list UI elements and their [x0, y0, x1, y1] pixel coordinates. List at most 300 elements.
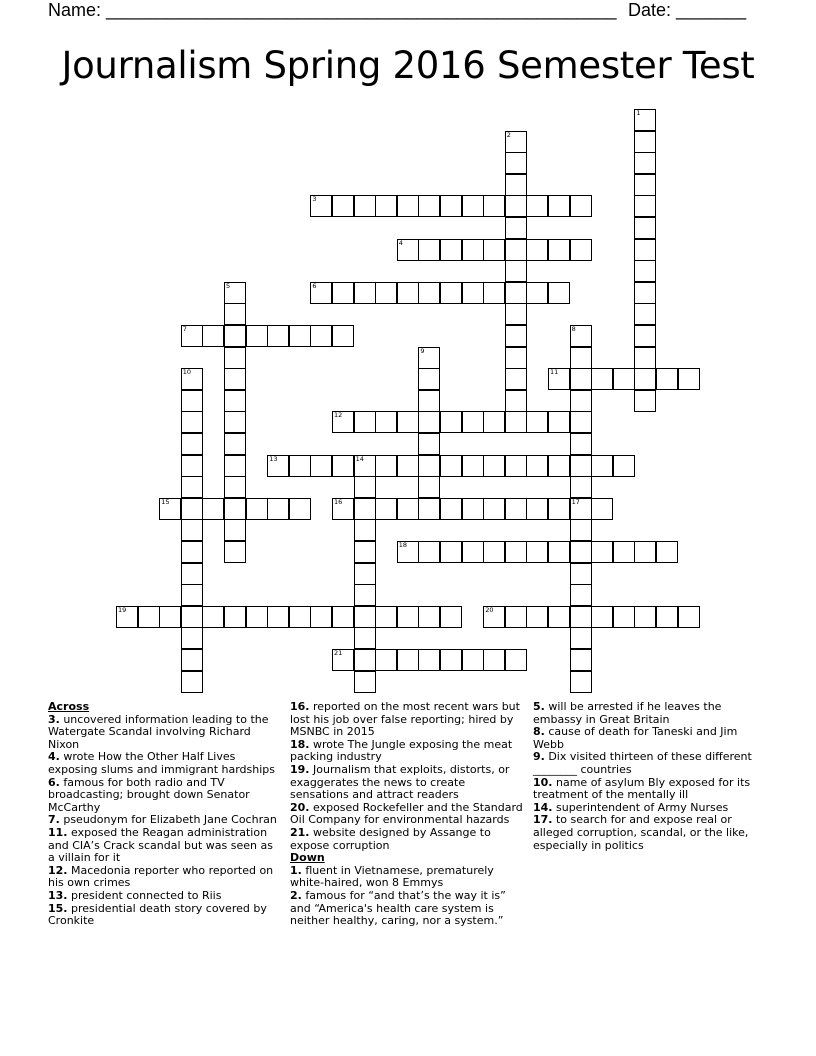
- crossword-cell[interactable]: [483, 455, 505, 477]
- clue-item-number: 8.: [533, 725, 545, 739]
- crossword-cell[interactable]: [634, 239, 656, 261]
- clue-item-text: exposed Rockefeller and the Standard Oil Company for environmental hazards: [290, 800, 523, 827]
- page-title: Journalism Spring 2016 Semester Test: [61, 44, 755, 87]
- crossword-cell[interactable]: [397, 239, 419, 261]
- clue-number: 20: [485, 605, 494, 614]
- crossword-cell[interactable]: [570, 627, 592, 649]
- crossword-cell[interactable]: [570, 239, 592, 261]
- crossword-cell[interactable]: [267, 498, 289, 520]
- crossword-cell[interactable]: [354, 563, 376, 585]
- crossword-cell[interactable]: [354, 411, 376, 433]
- crossword-cell[interactable]: [483, 498, 505, 520]
- crossword-cell[interactable]: [332, 455, 354, 477]
- crossword-cell[interactable]: [159, 606, 181, 628]
- crossword-cell[interactable]: [634, 131, 656, 153]
- crossword-cell[interactable]: [656, 606, 678, 628]
- crossword-cell[interactable]: [310, 282, 332, 304]
- crossword-cell[interactable]: [462, 498, 484, 520]
- crossword-cell[interactable]: [418, 433, 440, 455]
- clue-item-number: 11.: [48, 825, 68, 839]
- crossword-cell[interactable]: [224, 368, 246, 390]
- crossword-cell[interactable]: [224, 390, 246, 412]
- crossword-cell[interactable]: [440, 195, 462, 217]
- clue-number: 14: [355, 454, 364, 463]
- crossword-cell[interactable]: [202, 498, 224, 520]
- clue-item-number: 10.: [533, 775, 553, 789]
- clue-item: [290, 764, 524, 802]
- crossword-cell[interactable]: [418, 606, 440, 628]
- crossword-cell[interactable]: [570, 649, 592, 671]
- clue-item-text: president connected to Riis: [67, 888, 222, 902]
- crossword-cell[interactable]: [526, 455, 548, 477]
- crossword-cell[interactable]: [440, 411, 462, 433]
- clue-item-text: Macedonia reporter who reported on his own crimes: [48, 863, 274, 890]
- clue-item-text: wrote How the Other Half Lives exposing slums and immigrant hardships: [48, 750, 275, 776]
- crossword-cell[interactable]: [246, 498, 268, 520]
- crossword-cell[interactable]: [440, 498, 462, 520]
- crossword-cell[interactable]: [181, 368, 203, 390]
- clue-number: 9: [420, 346, 425, 355]
- crossword-cell[interactable]: [289, 455, 311, 477]
- crossword-cell[interactable]: [418, 282, 440, 304]
- crossword-cell[interactable]: [267, 325, 289, 347]
- clue-item-text: Dix visited thirteen of these different ________ countries: [533, 750, 752, 776]
- crossword-cell[interactable]: [462, 282, 484, 304]
- crossword-cell[interactable]: [548, 455, 570, 477]
- crossword-cell[interactable]: [634, 390, 656, 412]
- crossword-cell[interactable]: [332, 195, 354, 217]
- crossword-cell[interactable]: [634, 152, 656, 174]
- crossword-cell[interactable]: [332, 282, 354, 304]
- crossword-cell[interactable]: [354, 584, 376, 606]
- clue-item-number: 7.: [48, 813, 60, 827]
- clue-number: 4: [398, 238, 403, 247]
- clue-item-number: 1.: [290, 863, 302, 877]
- crossword-cell[interactable]: [440, 541, 462, 563]
- clue-number: 7: [182, 325, 187, 333]
- crossword-cell[interactable]: [505, 649, 527, 671]
- clue-item-number: 9.: [533, 750, 545, 764]
- crossword-cell[interactable]: [634, 303, 656, 325]
- crossword-cell[interactable]: [505, 131, 527, 153]
- crossword-cell[interactable]: [181, 390, 203, 412]
- clue-section-heading: Across: [48, 700, 90, 713]
- crossword-cell[interactable]: [634, 347, 656, 369]
- clue-item-text: name of asylum Bly exposed for its treatment of the mentally ill: [533, 775, 751, 802]
- crossword-cell[interactable]: [505, 303, 527, 325]
- crossword-cell[interactable]: [181, 433, 203, 455]
- clue-item-number: 21.: [290, 825, 310, 839]
- crossword-cell[interactable]: [224, 303, 246, 325]
- crossword-cell[interactable]: [181, 563, 203, 585]
- clue-item: [290, 739, 524, 764]
- crossword-cell[interactable]: [505, 347, 527, 369]
- crossword-cell[interactable]: [289, 606, 311, 628]
- clue-number: 17: [571, 497, 580, 506]
- crossword-cell[interactable]: [634, 195, 656, 217]
- crossword-cell[interactable]: [224, 606, 246, 628]
- crossword-cell[interactable]: [505, 195, 527, 217]
- crossword-cell[interactable]: [375, 411, 397, 433]
- crossword-cell[interactable]: [570, 325, 592, 347]
- crossword-cell[interactable]: [418, 649, 440, 671]
- clue-number: 3: [312, 195, 317, 204]
- crossword-cell[interactable]: [570, 368, 592, 390]
- crossword-cell[interactable]: [310, 606, 332, 628]
- crossword-cell[interactable]: [181, 606, 203, 628]
- crossword-cell[interactable]: [397, 282, 419, 304]
- clue-item-number: 2.: [290, 888, 302, 902]
- crossword-cell[interactable]: [224, 455, 246, 477]
- clue-item: [48, 827, 280, 865]
- crossword-cell[interactable]: [483, 282, 505, 304]
- clue-number: 11: [550, 368, 559, 377]
- crossword-cell[interactable]: [570, 498, 592, 520]
- crossword-cell[interactable]: [526, 239, 548, 261]
- clue-number: 6: [312, 281, 317, 290]
- crossword-cell[interactable]: [181, 671, 203, 693]
- crossword-cell[interactable]: [634, 109, 656, 131]
- crossword-cell[interactable]: [418, 195, 440, 217]
- clue-item-text: famous for both radio and TV broadcasting; brought down Senator McCarthy: [48, 775, 250, 814]
- clue-number: 5: [226, 281, 231, 290]
- crossword-cell[interactable]: [354, 519, 376, 541]
- crossword-cell[interactable]: [570, 411, 592, 433]
- crossword-cell[interactable]: [505, 411, 527, 433]
- crossword-cell[interactable]: [505, 260, 527, 282]
- crossword-cell[interactable]: [591, 498, 613, 520]
- crossword-cell[interactable]: [181, 325, 203, 347]
- crossword-cell[interactable]: [591, 368, 613, 390]
- crossword-cell[interactable]: [224, 541, 246, 563]
- crossword-cell[interactable]: [505, 368, 527, 390]
- crossword-cell[interactable]: [181, 411, 203, 433]
- crossword-cell[interactable]: [181, 498, 203, 520]
- clues-column-2: [290, 701, 524, 928]
- clue-item-number: 19.: [290, 762, 310, 776]
- clue-number: 18: [398, 541, 408, 549]
- clue-item-number: 17.: [533, 813, 553, 827]
- clue-item: [290, 890, 524, 928]
- clue-item: [48, 714, 280, 752]
- crossword-cell[interactable]: [375, 455, 397, 477]
- clue-item-number: 13.: [48, 888, 68, 902]
- crossword-cell[interactable]: [246, 606, 268, 628]
- crossword-cell[interactable]: [354, 476, 376, 498]
- crossword-cell[interactable]: [483, 649, 505, 671]
- clue-item-text: uncovered information leading to the Watergate Scandal involving Richard Nixon: [48, 712, 269, 751]
- clue-item: [533, 814, 765, 852]
- crossword-cell[interactable]: [526, 498, 548, 520]
- crossword-cell[interactable]: [224, 519, 246, 541]
- clue-item-text: fluent in Vietnamese, prematurely white-haired, won 8 Emmys: [290, 863, 494, 890]
- clue-item: [290, 865, 524, 890]
- crossword-cell[interactable]: [397, 195, 419, 217]
- crossword-cell[interactable]: [462, 411, 484, 433]
- crossword-cell[interactable]: [570, 390, 592, 412]
- crossword-cell[interactable]: [634, 260, 656, 282]
- date-field-line: Date: _______: [628, 0, 747, 20]
- crossword-cell[interactable]: [418, 239, 440, 261]
- crossword-cell[interactable]: [116, 606, 138, 628]
- name-field-line: Name: ___________________________________________________: [48, 0, 617, 20]
- crossword-cell[interactable]: [224, 411, 246, 433]
- crossword-cell[interactable]: [202, 606, 224, 628]
- crossword-cell[interactable]: [570, 606, 592, 628]
- crossword-cell[interactable]: [548, 282, 570, 304]
- clue-item-text: Journalism that exploits, distorts, or exaggerates the news to create sensations and attract readers: [290, 762, 510, 802]
- crossword-cell[interactable]: [570, 195, 592, 217]
- clue-item-text: will be arrested if he leaves the embassy in Great Britain: [533, 700, 722, 726]
- crossword-cell[interactable]: [526, 541, 548, 563]
- crossword-cell[interactable]: [224, 498, 246, 520]
- crossword-cell[interactable]: [483, 411, 505, 433]
- crossword-cell[interactable]: [267, 455, 289, 477]
- crossword-cell[interactable]: [418, 541, 440, 563]
- crossword-cell[interactable]: [418, 368, 440, 390]
- crossword-cell[interactable]: [526, 282, 548, 304]
- crossword-cell[interactable]: [634, 541, 656, 563]
- crossword-cell[interactable]: [570, 476, 592, 498]
- clue-item: [533, 751, 765, 776]
- crossword-cell[interactable]: [505, 325, 527, 347]
- crossword-cell[interactable]: [440, 606, 462, 628]
- clues-column-1: [48, 701, 280, 928]
- clue-item-number: 20.: [290, 800, 310, 814]
- crossword-cell[interactable]: [548, 195, 570, 217]
- clue-item-text: exposed the Reagan administration and CIA’s Crack scandal but was seen as a villain for it: [48, 825, 273, 865]
- crossword-cell[interactable]: [224, 433, 246, 455]
- crossword-cell[interactable]: [570, 519, 592, 541]
- crossword-cell[interactable]: [483, 195, 505, 217]
- crossword-cell[interactable]: [375, 282, 397, 304]
- crossword-cell[interactable]: [354, 671, 376, 693]
- clue-item: [290, 701, 524, 739]
- clue-number: 8: [571, 325, 576, 333]
- crossword-cell[interactable]: [159, 498, 181, 520]
- crossword-cell[interactable]: [181, 476, 203, 498]
- crossword-cell[interactable]: [418, 476, 440, 498]
- crossword-cell[interactable]: [418, 411, 440, 433]
- clue-item-text: wrote The Jungle exposing the meat packing industry: [290, 737, 513, 764]
- clue-number: 13: [269, 454, 278, 463]
- crossword-cell[interactable]: [397, 649, 419, 671]
- crossword-cell[interactable]: [462, 239, 484, 261]
- crossword-cell[interactable]: [634, 606, 656, 628]
- clue-item: [48, 865, 280, 890]
- crossword-cell[interactable]: [375, 606, 397, 628]
- crossword-cell[interactable]: [354, 195, 376, 217]
- crossword-cell[interactable]: [310, 455, 332, 477]
- crossword-cell[interactable]: [634, 174, 656, 196]
- crossword-cell[interactable]: [505, 152, 527, 174]
- crossword-cell[interactable]: [418, 347, 440, 369]
- clue-item-text: pseudonym for Elizabeth Jane Cochran: [59, 813, 277, 827]
- crossword-cell[interactable]: [526, 195, 548, 217]
- crossword-cell[interactable]: [181, 519, 203, 541]
- crossword-cell[interactable]: [397, 541, 419, 563]
- crossword-cell[interactable]: [354, 498, 376, 520]
- crossword-cell[interactable]: [418, 455, 440, 477]
- crossword-cell[interactable]: [397, 455, 419, 477]
- crossword-cell[interactable]: [613, 606, 635, 628]
- crossword-cell[interactable]: [462, 649, 484, 671]
- crossword-cell[interactable]: [354, 455, 376, 477]
- crossword-cell[interactable]: [181, 649, 203, 671]
- crossword-cell[interactable]: [678, 606, 700, 628]
- clue-number: 12: [334, 411, 343, 420]
- crossword-cell[interactable]: [570, 541, 592, 563]
- crossword-cell[interactable]: [354, 606, 376, 628]
- clue-item: [533, 726, 765, 751]
- crossword-cell[interactable]: [181, 584, 203, 606]
- crossword-cell[interactable]: [440, 282, 462, 304]
- crossword-cell[interactable]: [548, 541, 570, 563]
- clue-item: [533, 701, 765, 726]
- crossword-cell[interactable]: [634, 325, 656, 347]
- crossword-cell[interactable]: [526, 606, 548, 628]
- crossword-cell[interactable]: [440, 649, 462, 671]
- clue-item-number: 14.: [533, 800, 553, 814]
- crossword-cell[interactable]: [613, 541, 635, 563]
- clue-item-number: 18.: [290, 737, 310, 751]
- crossword-cell[interactable]: [246, 325, 268, 347]
- crossword-cell[interactable]: [591, 455, 613, 477]
- crossword-cell[interactable]: [505, 498, 527, 520]
- crossword-cell[interactable]: [332, 606, 354, 628]
- crossword-cell[interactable]: [483, 239, 505, 261]
- crossword-cell[interactable]: [397, 498, 419, 520]
- crossword-cell[interactable]: [332, 649, 354, 671]
- clue-number: 10: [182, 368, 192, 377]
- crossword-cell[interactable]: [634, 368, 656, 390]
- crossword-cell[interactable]: [332, 498, 354, 520]
- clue-item-number: 6.: [48, 775, 60, 789]
- clue-item: [290, 802, 524, 827]
- clue-item-number: 3.: [48, 712, 60, 726]
- clue-item-text: cause of death for Taneski and Jim Webb: [533, 725, 738, 751]
- clue-item: [48, 777, 280, 815]
- clue-number: 21: [334, 649, 343, 657]
- crossword-cell[interactable]: [462, 455, 484, 477]
- crossword-cell[interactable]: [224, 325, 246, 347]
- crossword-cell[interactable]: [634, 217, 656, 239]
- crossword-cell[interactable]: [202, 325, 224, 347]
- crossword-cell[interactable]: [354, 282, 376, 304]
- clue-number: 2: [506, 130, 511, 139]
- clues-column-3: [533, 701, 765, 852]
- crossword-cell[interactable]: [656, 541, 678, 563]
- crossword-cell[interactable]: [289, 325, 311, 347]
- crossword-cell[interactable]: [440, 239, 462, 261]
- clue-item-number: 4.: [48, 750, 60, 764]
- crossword-cell[interactable]: [505, 541, 527, 563]
- crossword-cell[interactable]: [397, 411, 419, 433]
- crossword-cell[interactable]: [181, 627, 203, 649]
- crossword-cell[interactable]: [678, 368, 700, 390]
- crossword-cell[interactable]: [224, 476, 246, 498]
- crossword-cell[interactable]: [505, 282, 527, 304]
- crossword-cell[interactable]: [570, 433, 592, 455]
- crossword-cell[interactable]: [375, 649, 397, 671]
- crossword-cell[interactable]: [418, 498, 440, 520]
- crossword-cell[interactable]: [462, 195, 484, 217]
- crossword-cell[interactable]: [613, 368, 635, 390]
- crossword-cell[interactable]: [267, 606, 289, 628]
- crossword-cell[interactable]: [548, 498, 570, 520]
- clue-item: [48, 751, 280, 776]
- crossword-cell[interactable]: [354, 649, 376, 671]
- crossword-cell[interactable]: [375, 498, 397, 520]
- crossword-cell[interactable]: [505, 455, 527, 477]
- clue-item-number: 12.: [48, 863, 68, 877]
- crossword-cell[interactable]: [397, 606, 419, 628]
- crossword-cell[interactable]: [354, 541, 376, 563]
- crossword-cell[interactable]: [462, 541, 484, 563]
- crossword-cell[interactable]: [613, 455, 635, 477]
- crossword-cell[interactable]: [332, 325, 354, 347]
- clue-number: 19: [118, 605, 127, 614]
- crossword-cell[interactable]: [505, 390, 527, 412]
- crossword-cell[interactable]: [310, 195, 332, 217]
- clue-item-text: presidential death story covered by Cronkite: [48, 901, 267, 928]
- clue-item: [290, 827, 524, 852]
- crossword-cell[interactable]: [181, 455, 203, 477]
- clue-number: 15: [161, 497, 170, 506]
- crossword-cell[interactable]: [483, 606, 505, 628]
- crossword-cell[interactable]: [224, 282, 246, 304]
- crossword-cell[interactable]: [332, 411, 354, 433]
- crossword-cell[interactable]: [289, 498, 311, 520]
- crossword-cell[interactable]: [570, 563, 592, 585]
- clue-item-text: superintendent of Army Nurses: [552, 800, 729, 814]
- crossword-cell[interactable]: [634, 282, 656, 304]
- clue-item: [533, 777, 765, 802]
- crossword-cell[interactable]: [591, 606, 613, 628]
- crossword-cell[interactable]: [570, 347, 592, 369]
- clue-item-number: 16.: [290, 700, 310, 713]
- crossword-cell[interactable]: [310, 325, 332, 347]
- crossword-cell[interactable]: [548, 411, 570, 433]
- crossword-cell[interactable]: [505, 606, 527, 628]
- crossword-cell[interactable]: [181, 541, 203, 563]
- crossword-cell[interactable]: [570, 455, 592, 477]
- crossword-cell[interactable]: [548, 239, 570, 261]
- crossword-cell[interactable]: [354, 627, 376, 649]
- clue-number: 16: [334, 497, 343, 506]
- crossword-cell[interactable]: [138, 606, 160, 628]
- crossword-cell[interactable]: [440, 455, 462, 477]
- crossword-cell[interactable]: [224, 347, 246, 369]
- crossword-cell[interactable]: [505, 239, 527, 261]
- crossword-cell[interactable]: [505, 174, 527, 196]
- clue-item: [48, 903, 280, 928]
- crossword-cell[interactable]: [505, 217, 527, 239]
- clue-item-text: famous for “and that’s the way it is” and “America's health care system is neither healthy, caring, nor a system.”: [290, 888, 506, 928]
- crossword-cell[interactable]: [570, 671, 592, 693]
- crossword-cell[interactable]: [483, 541, 505, 563]
- crossword-cell[interactable]: [548, 368, 570, 390]
- crossword-cell[interactable]: [591, 541, 613, 563]
- clue-section-heading: Down: [290, 851, 325, 865]
- crossword-cell[interactable]: [418, 390, 440, 412]
- crossword-cell[interactable]: [375, 195, 397, 217]
- crossword-cell[interactable]: [526, 411, 548, 433]
- crossword-cell[interactable]: [548, 606, 570, 628]
- clue-item-number: 15.: [48, 901, 68, 915]
- crossword-cell[interactable]: [570, 584, 592, 606]
- crossword-cell[interactable]: [656, 368, 678, 390]
